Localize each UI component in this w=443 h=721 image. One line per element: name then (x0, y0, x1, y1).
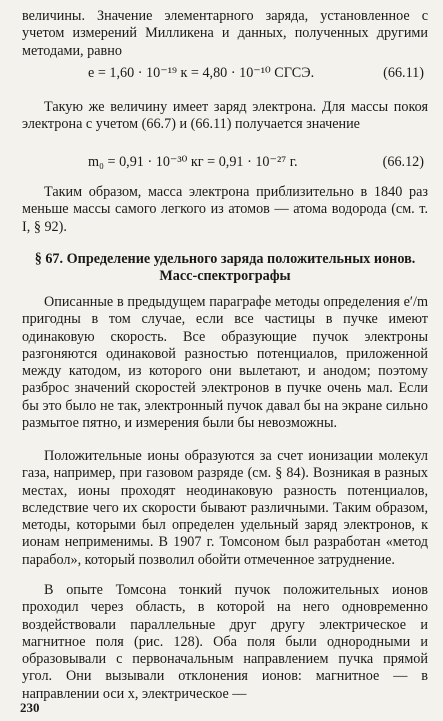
electron-charge-paragraph: Такую же величину имеет заряд электрона. Для массы покоя электрона с учетом (66.7) и (66.11) получается значение (22, 99, 428, 133)
equation-66-12 (22, 153, 428, 171)
electron-mass-paragraph: Таким образом, масса электрона приблизительно в 1840 раз меньше массы самого легкого из атомов — атома водорода (см. т. I, § 92). (22, 184, 428, 235)
body-paragraph-3: В опыте Томсона тонкий пучок положительных ионов проходил через область, в которой на него одновременно воздействовали параллельные друг другу электрическое и магнитное поля (рис. 128). Оба поля были однородными и образовывали с первоначальным направлением пучка прямой угол. Они вызывали отклонения ионов: магнитное — в направлении оси x, электрическое — (22, 582, 428, 702)
body-paragraph-1: Описанные в предыдущем параграфе методы определения e′/m пригодны в том случае, если все частицы в пучке имеют одинаковую скорость. Все образующие пучок электроны разгоняются одинаковой разностью потенциалов, приложенной между катодом, из которого они вылетают, и анодом; поэтому разброс значений скоростей электронов в пучке очень мал. Если бы это было не так, электронный пучок давал бы на экране сильно размытое пятно, и измерения были бы невозможны. (22, 294, 428, 432)
equation-formula: m₀ = 0,91 · 10⁻³⁰ кг = 0,91 · 10⁻²⁷ г. (88, 154, 298, 170)
equation-formula: e = 1,60 · 10⁻¹⁹ к = 4,80 · 10⁻¹⁰ СГСЭ. (88, 65, 315, 81)
body-paragraph-2: Положительные ионы образуются за счет ионизации молекул газа, например, при газовом разряде (см. § 84). Возникая в разных местах, ионы проходят неодинаковую разность потенциалов, вследствие чего их скорости бывают различными. Таким образом, методы, которыми был определен удельный заряд электронов, к ионам неприменимы. В 1907 г. Томсоном был разработан «метод парабол», который позволил обойти отмеченное затруднение. (22, 448, 428, 568)
equation-number: (66.11) (383, 65, 424, 81)
equation-66-11 (22, 64, 428, 82)
equation-number: (66.12) (382, 154, 424, 170)
page-number: 230 (20, 700, 40, 715)
section-heading: § 67. Определение удельного заряда положительных ионов. Масс-спектрографы (34, 251, 416, 285)
intro-paragraph: величины. Значение элементарного заряда, установленное с учетом измерений Милликена и данных, полученных другими методами, равно (22, 8, 428, 59)
